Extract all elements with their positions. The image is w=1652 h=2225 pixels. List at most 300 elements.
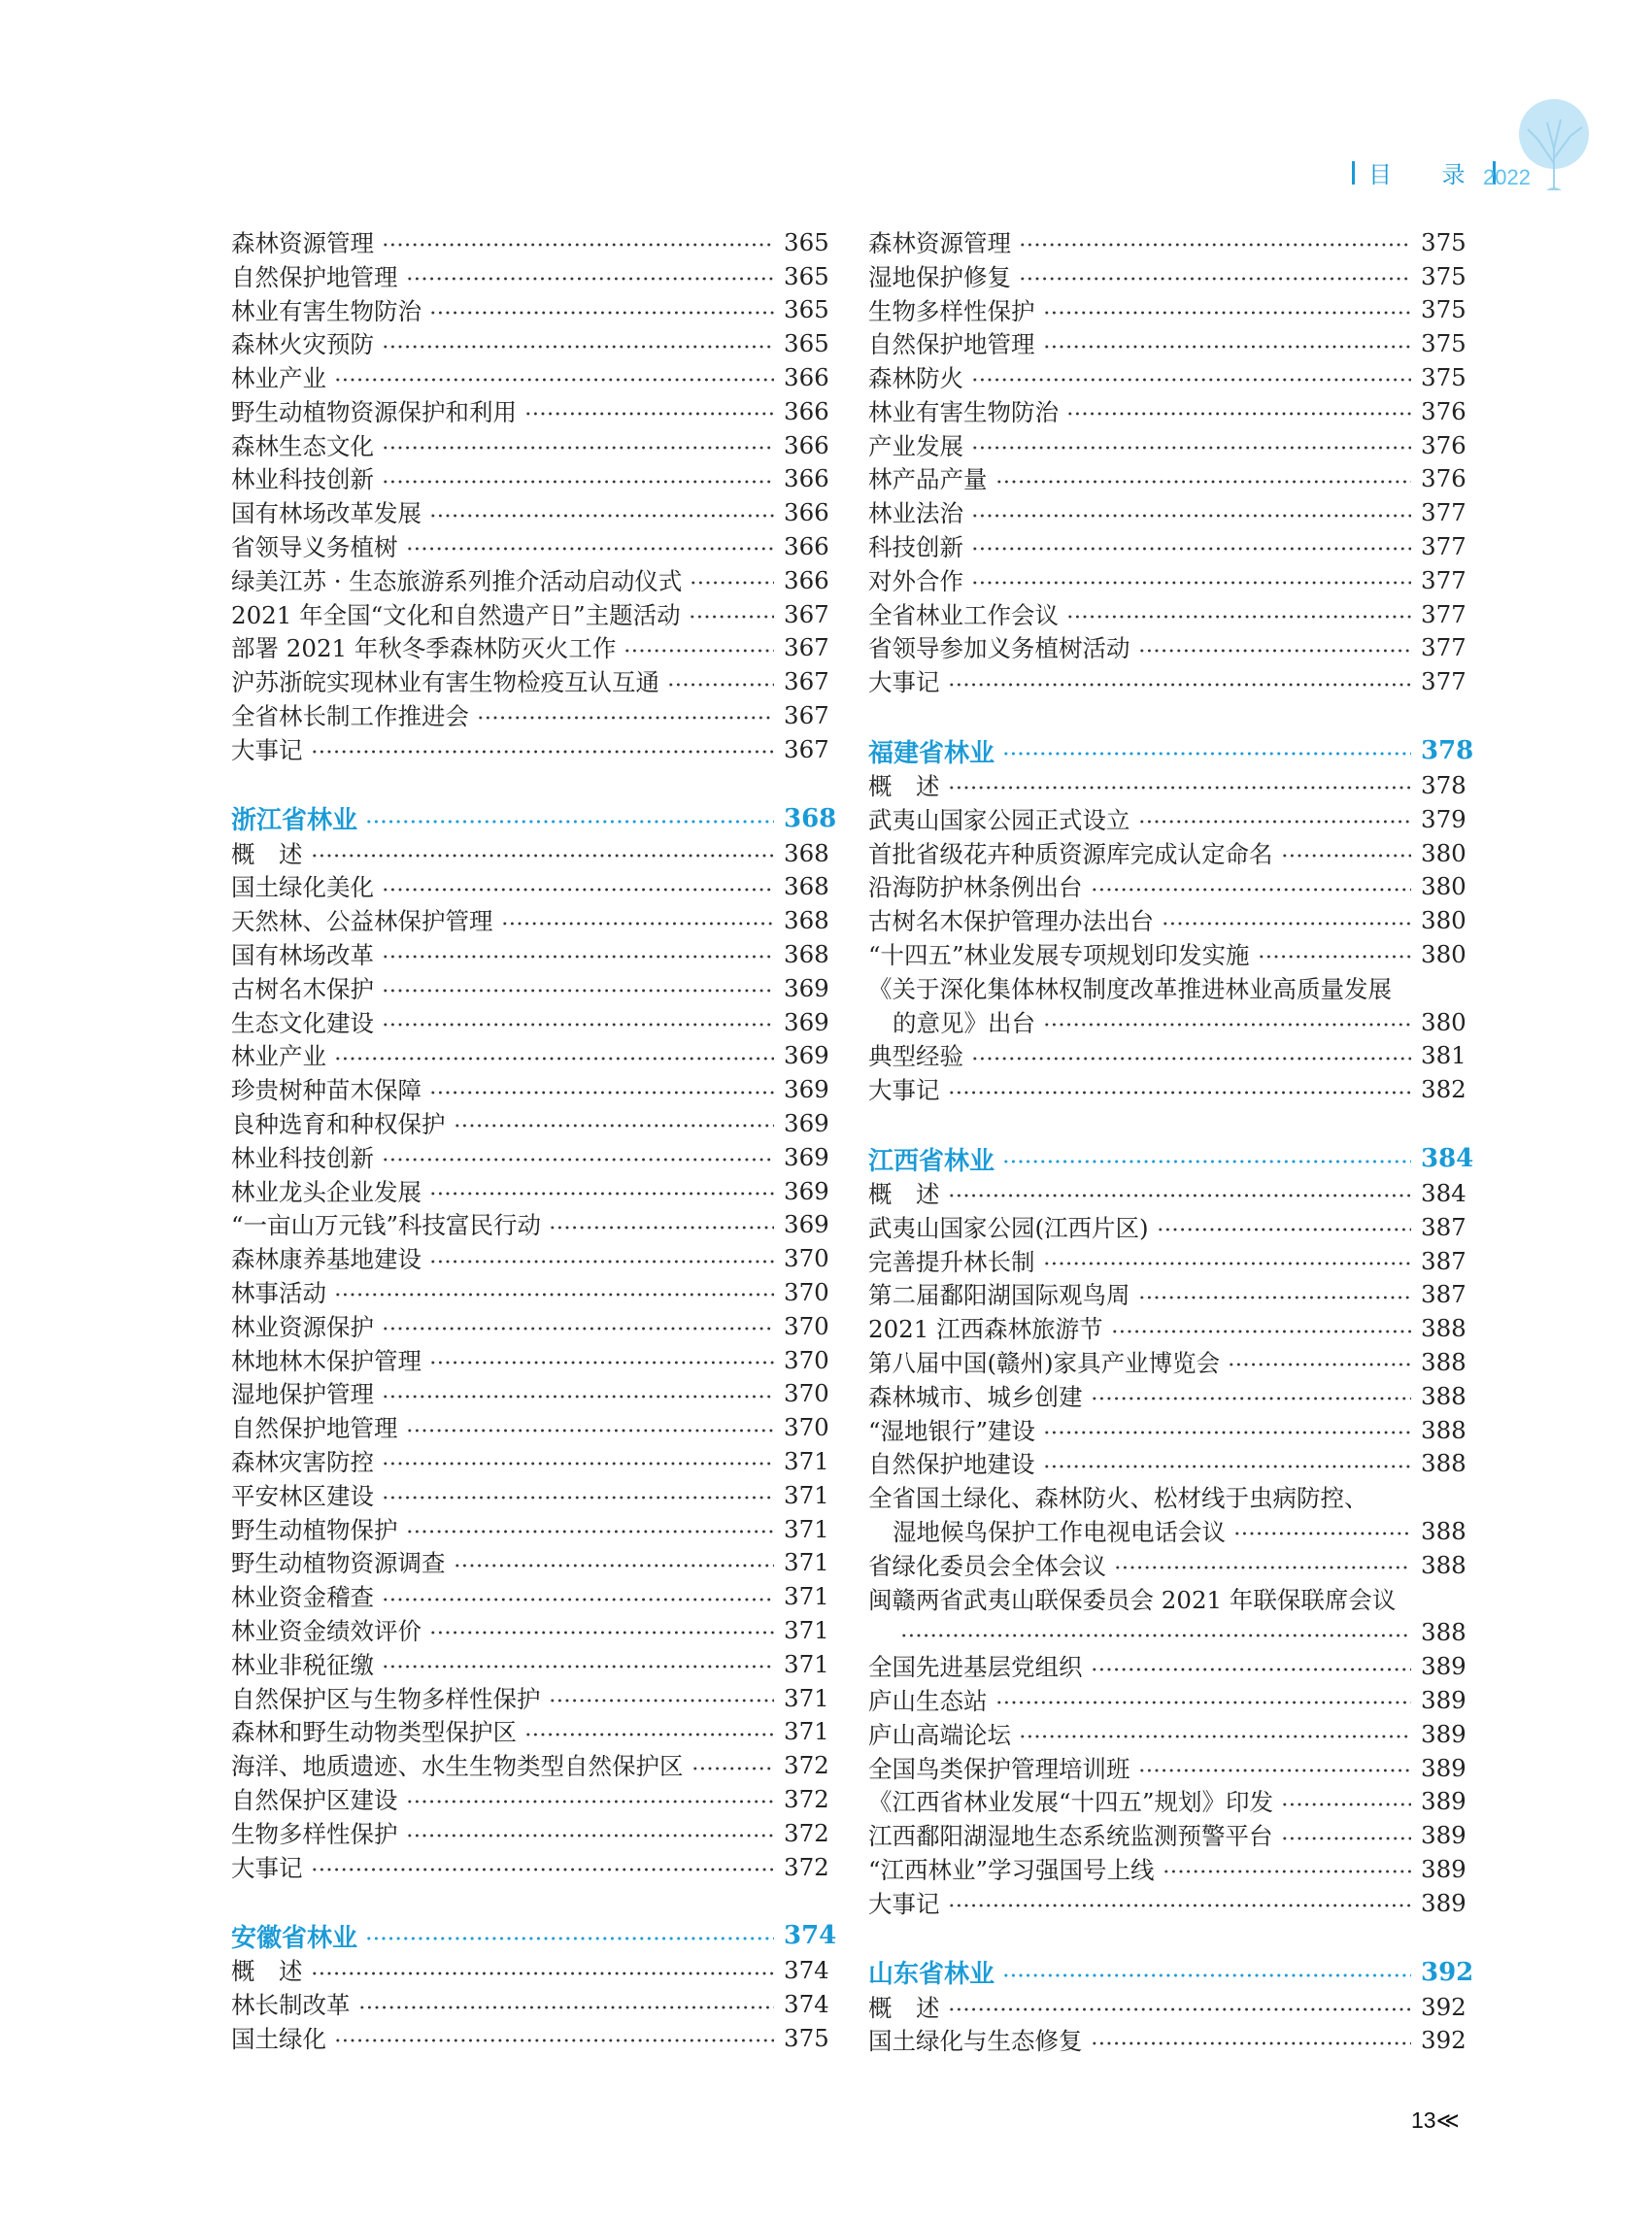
dot-leader bbox=[454, 1106, 775, 1140]
entry-title: 森林和野生动物类型保护区 bbox=[231, 1718, 517, 1747]
entry-title: 全国先进基层党组织 bbox=[868, 1653, 1083, 1682]
section-header[interactable] bbox=[868, 733, 1474, 768]
entry-title: 森林资源管理 bbox=[868, 228, 1011, 257]
divider bbox=[1352, 161, 1355, 185]
dot-leader bbox=[1258, 937, 1411, 971]
toc-entry[interactable] bbox=[868, 495, 1467, 529]
page-ref: 368 bbox=[784, 872, 829, 901]
dot-leader bbox=[382, 1579, 774, 1613]
toc-entry[interactable] bbox=[868, 1886, 1467, 1920]
toc-entry[interactable] bbox=[231, 1072, 829, 1106]
dot-leader bbox=[1019, 259, 1411, 293]
page-ref: 375 bbox=[1421, 295, 1467, 324]
toc-entry[interactable] bbox=[231, 1377, 829, 1411]
toc-entry[interactable] bbox=[868, 1345, 1467, 1379]
entry-title: 湿地保护管理 bbox=[231, 1380, 374, 1409]
entry-title: 概 述 bbox=[231, 839, 303, 868]
toc-entry[interactable] bbox=[231, 1850, 829, 1884]
page-ref: 370 bbox=[784, 1244, 829, 1273]
entry-title: “江西林业”学习强国号上线 bbox=[868, 1855, 1155, 1884]
toc-entry[interactable] bbox=[231, 870, 829, 904]
spacer bbox=[231, 766, 821, 801]
dot-leader bbox=[1281, 1818, 1412, 1852]
dot-leader bbox=[382, 1005, 774, 1039]
page-ref: 380 bbox=[1421, 838, 1467, 867]
dot-leader bbox=[524, 1714, 774, 1748]
toc-entry[interactable] bbox=[231, 326, 829, 360]
toc-entry[interactable] bbox=[231, 1987, 829, 2021]
page-ref: 388 bbox=[1421, 1381, 1467, 1410]
dot-leader bbox=[689, 597, 774, 631]
entry-title: 国土绿化 bbox=[231, 2024, 326, 2053]
entry-title: 森林防火 bbox=[868, 364, 963, 393]
page-ref: 372 bbox=[784, 1751, 829, 1780]
toc-entry[interactable] bbox=[231, 836, 829, 870]
toc-entry[interactable] bbox=[231, 428, 829, 462]
dot-leader bbox=[900, 1615, 1411, 1649]
toc-entry[interactable] bbox=[231, 903, 829, 937]
entry-title: 森林资源管理 bbox=[231, 228, 374, 257]
page-ref: 366 bbox=[784, 396, 829, 425]
entry-title: 林业龙头企业发展 bbox=[231, 1177, 421, 1206]
toc-entry[interactable] bbox=[231, 664, 829, 698]
tree-logo-icon bbox=[1500, 95, 1607, 192]
page-ref: 389 bbox=[1421, 1787, 1467, 1816]
section-header[interactable] bbox=[868, 1955, 1474, 1990]
entry-title: 林业资金绩效评价 bbox=[231, 1616, 421, 1645]
dot-leader bbox=[1163, 1852, 1411, 1886]
section-header[interactable] bbox=[231, 801, 837, 836]
page-ref: 375 bbox=[1421, 227, 1467, 256]
dot-leader bbox=[524, 394, 774, 428]
toc-entry[interactable] bbox=[868, 428, 1467, 462]
entry-title: 森林城市、城乡创建 bbox=[868, 1382, 1083, 1411]
entry-title: 大事记 bbox=[868, 1076, 940, 1105]
entry-title: 森林生态文化 bbox=[231, 431, 374, 460]
entry-title: 绿美江苏 · 生态旅游系列推介活动启动仪式 bbox=[231, 566, 683, 595]
toc-entry[interactable] bbox=[231, 1512, 829, 1546]
dot-leader bbox=[1157, 1210, 1411, 1244]
entry-title: 全省林长制工作推进会 bbox=[231, 702, 469, 731]
dot-leader bbox=[1043, 293, 1412, 327]
entry-title: 平安林区建设 bbox=[231, 1481, 374, 1510]
page-ref: 370 bbox=[784, 1379, 829, 1408]
toc-entry[interactable] bbox=[868, 529, 1467, 563]
toc-entry[interactable] bbox=[231, 631, 829, 665]
page-ref: 379 bbox=[1421, 804, 1467, 833]
toc-entry[interactable] bbox=[231, 1309, 829, 1343]
page-ref: 388 bbox=[1421, 1618, 1467, 1647]
entry-title: 第八届中国(赣州)家具产业博览会 bbox=[868, 1349, 1221, 1378]
dot-leader bbox=[1066, 394, 1411, 428]
dot-leader bbox=[1138, 802, 1412, 836]
toc-entry[interactable] bbox=[868, 1480, 1458, 1514]
dot-leader bbox=[334, 2021, 774, 2055]
page-ref: 376 bbox=[1421, 430, 1467, 459]
dot-leader bbox=[477, 698, 774, 732]
toc-entry[interactable] bbox=[868, 2023, 1467, 2057]
toc-entry[interactable] bbox=[868, 1683, 1467, 1717]
toc-entry[interactable] bbox=[868, 664, 1467, 698]
dot-leader bbox=[1281, 1784, 1411, 1818]
toc-entry[interactable] bbox=[868, 1311, 1467, 1345]
entry-title: 林业资金稽查 bbox=[231, 1583, 374, 1612]
dot-leader bbox=[971, 495, 1411, 529]
toc-entry[interactable] bbox=[231, 1343, 829, 1377]
entry-title: 沪苏浙皖实现林业有害生物检疫互认互通 bbox=[231, 668, 659, 697]
entry-title: 武夷山国家公园正式设立 bbox=[868, 805, 1130, 834]
entry-title: 林事活动 bbox=[231, 1279, 326, 1308]
spacer bbox=[868, 1920, 1458, 1955]
toc-column-right bbox=[868, 225, 1474, 2057]
entry-title: 《关于深化集体林权制度改革推进林业高质量发展 bbox=[868, 974, 1392, 1003]
toc-entry[interactable] bbox=[868, 903, 1467, 937]
toc-entry[interactable] bbox=[868, 768, 1467, 802]
entry-title: 林业科技创新 bbox=[231, 465, 374, 494]
entry-title: 大事记 bbox=[868, 1889, 940, 1918]
page-ref: 389 bbox=[1421, 1719, 1467, 1748]
entry-title: 完善提升林长制 bbox=[868, 1247, 1035, 1276]
toc-entry-continuation[interactable] bbox=[868, 1514, 1467, 1548]
toc-entry[interactable] bbox=[231, 1478, 829, 1512]
dot-leader bbox=[429, 495, 774, 529]
toc-entry[interactable] bbox=[231, 1140, 829, 1174]
page-ref: 366 bbox=[784, 363, 829, 392]
page-ref: 371 bbox=[784, 1683, 829, 1712]
page-ref: 366 bbox=[784, 565, 829, 594]
toc-entry[interactable] bbox=[868, 225, 1467, 259]
toc-entry[interactable] bbox=[868, 836, 1467, 870]
toc-entry[interactable] bbox=[231, 1816, 829, 1850]
toc-entry[interactable] bbox=[868, 1244, 1467, 1278]
toc-entry[interactable] bbox=[231, 529, 829, 563]
toc-entry[interactable] bbox=[231, 1545, 829, 1579]
page-ref: 387 bbox=[1421, 1280, 1467, 1309]
entry-title: 部署 2021 年秋冬季森林防灭火工作 bbox=[231, 634, 617, 663]
dot-leader bbox=[429, 1343, 774, 1377]
dot-leader bbox=[1162, 903, 1411, 937]
page-ref: 365 bbox=[784, 295, 829, 324]
page-ref: 368 bbox=[784, 803, 837, 833]
toc-column-left bbox=[231, 225, 837, 2055]
toc-entry[interactable] bbox=[868, 1852, 1467, 1886]
toc-entry[interactable] bbox=[868, 597, 1467, 631]
entry-title: 自然保护地管理 bbox=[231, 262, 398, 291]
toc-entry[interactable] bbox=[868, 1784, 1467, 1818]
dot-leader bbox=[382, 1140, 774, 1174]
toc-entry[interactable] bbox=[231, 698, 829, 732]
toc-entry[interactable] bbox=[868, 1413, 1467, 1447]
entry-title: 森林火灾预防 bbox=[231, 330, 374, 359]
toc-entry[interactable] bbox=[868, 1447, 1467, 1481]
dot-leader bbox=[971, 1039, 1411, 1073]
page-ref: 380 bbox=[1421, 872, 1467, 901]
page-ref: 366 bbox=[784, 464, 829, 493]
entry-title: 全国鸟类保护管理培训班 bbox=[868, 1754, 1130, 1783]
dot-leader bbox=[1002, 1955, 1411, 1990]
dot-leader bbox=[948, 664, 1412, 698]
dot-leader bbox=[429, 1613, 774, 1647]
dot-leader bbox=[382, 1309, 774, 1343]
spacer bbox=[231, 1883, 821, 1918]
entry-title: 古树名木保护 bbox=[231, 974, 374, 1003]
page-ref: 369 bbox=[784, 1142, 829, 1171]
page-ref: 370 bbox=[784, 1311, 829, 1340]
entry-title: 江西鄱阳湖湿地生态系统监测预警平台 bbox=[868, 1822, 1273, 1851]
entry-title: “十四五”林业发展专项规划印发实施 bbox=[868, 941, 1250, 970]
dot-leader bbox=[311, 1850, 775, 1884]
entry-title: 自然保护区与生物多样性保护 bbox=[231, 1684, 541, 1713]
toc-entry[interactable] bbox=[231, 1782, 829, 1816]
dot-leader bbox=[624, 631, 774, 665]
page-ref: 375 bbox=[1421, 261, 1467, 290]
entry-title: 湿地候鸟保护工作电视电话会议 bbox=[893, 1518, 1226, 1546]
entry-title: 林业资源保护 bbox=[231, 1312, 374, 1341]
toc-entry[interactable] bbox=[231, 1275, 829, 1309]
dot-leader bbox=[406, 1410, 775, 1444]
page-ref: 370 bbox=[784, 1278, 829, 1306]
toc-entry[interactable] bbox=[868, 1818, 1467, 1852]
entry-title: 概 述 bbox=[868, 772, 940, 801]
toc-entry[interactable] bbox=[868, 1379, 1467, 1413]
page-ref: 381 bbox=[1421, 1041, 1467, 1070]
toc-entry[interactable] bbox=[868, 1039, 1467, 1073]
dot-leader bbox=[667, 664, 774, 698]
toc-entry[interactable] bbox=[231, 1613, 829, 1647]
page-ref: 375 bbox=[1421, 363, 1467, 392]
toc-entry[interactable] bbox=[868, 1582, 1458, 1616]
toc-entry[interactable] bbox=[868, 326, 1467, 360]
section-header[interactable] bbox=[231, 1918, 837, 1953]
toc-entry[interactable] bbox=[868, 631, 1467, 665]
toc-entry[interactable] bbox=[868, 293, 1467, 327]
toc-entry[interactable] bbox=[231, 1748, 829, 1782]
entry-title: 林长制改革 bbox=[231, 1991, 351, 2020]
page-ref: 371 bbox=[784, 1582, 829, 1611]
entry-title: “一亩山万元钱”科技富民行动 bbox=[231, 1211, 542, 1240]
section-title: 浙江省林业 bbox=[231, 806, 358, 836]
toc-entry[interactable] bbox=[868, 971, 1458, 1005]
toc-entry[interactable] bbox=[231, 394, 829, 428]
toc-entry[interactable] bbox=[868, 1649, 1467, 1683]
page-ref: 377 bbox=[1421, 599, 1467, 628]
toc-entry[interactable] bbox=[231, 495, 829, 529]
toc-entry[interactable] bbox=[868, 1210, 1467, 1244]
toc-entry[interactable] bbox=[231, 1647, 829, 1681]
toc-entry[interactable] bbox=[868, 563, 1467, 597]
entry-title: 自然保护地建设 bbox=[868, 1450, 1035, 1479]
toc-entry[interactable] bbox=[231, 1174, 829, 1208]
toc-entry[interactable] bbox=[868, 870, 1467, 904]
toc-entry[interactable] bbox=[868, 1990, 1467, 2024]
dot-leader bbox=[406, 259, 775, 293]
page-ref: 389 bbox=[1421, 1888, 1467, 1917]
entry-title: 大事记 bbox=[231, 735, 303, 764]
dot-leader bbox=[1114, 1548, 1411, 1582]
dot-leader bbox=[1002, 733, 1411, 768]
toc-entry[interactable] bbox=[231, 225, 829, 259]
entry-title: 庐山生态站 bbox=[868, 1686, 988, 1715]
toc-entry[interactable] bbox=[868, 1717, 1467, 1751]
toc-entry[interactable] bbox=[868, 802, 1467, 836]
entry-title: 古树名木保护管理办法出台 bbox=[868, 907, 1154, 936]
toc-entry[interactable] bbox=[231, 563, 829, 597]
page-ref: 380 bbox=[1421, 906, 1467, 935]
dot-leader bbox=[1066, 597, 1411, 631]
toc-entry[interactable] bbox=[231, 1106, 829, 1140]
dot-leader bbox=[334, 1275, 774, 1309]
entry-title: 林业有害生物防治 bbox=[868, 397, 1059, 426]
toc-entry[interactable] bbox=[868, 259, 1467, 293]
page-ref: 384 bbox=[1421, 1179, 1467, 1208]
entry-title: 野生动植物资源保护和利用 bbox=[231, 397, 517, 426]
section-title: 江西省林业 bbox=[868, 1146, 995, 1176]
entry-title: 自然保护区建设 bbox=[231, 1785, 398, 1814]
entry-title: 大事记 bbox=[231, 1853, 303, 1882]
page-ref: 377 bbox=[1421, 532, 1467, 561]
toc-entry[interactable] bbox=[231, 1005, 829, 1039]
page-ref: 366 bbox=[784, 532, 829, 561]
toc-entry[interactable] bbox=[231, 462, 829, 496]
toc-entry[interactable] bbox=[231, 1410, 829, 1444]
entry-title: 武夷山国家公园(江西片区) bbox=[868, 1213, 1149, 1242]
page-ref: 388 bbox=[1421, 1516, 1467, 1545]
dot-leader bbox=[1043, 1005, 1411, 1039]
dot-leader bbox=[1138, 1751, 1412, 1785]
page-ref: 392 bbox=[1421, 1992, 1467, 2021]
dot-leader bbox=[406, 1816, 775, 1850]
entry-title: 2021 江西森林旅游节 bbox=[868, 1315, 1103, 1344]
dot-leader bbox=[971, 428, 1411, 462]
page-ref: 375 bbox=[1421, 329, 1467, 358]
toc-entry[interactable] bbox=[231, 1714, 829, 1748]
entry-title: 首批省级花卉种质资源库完成认定命名 bbox=[868, 839, 1273, 868]
section-title: 目 录 bbox=[1368, 161, 1487, 188]
dot-leader bbox=[1019, 1717, 1411, 1751]
toc-entry[interactable] bbox=[231, 1953, 829, 1987]
dot-leader bbox=[948, 1176, 1412, 1210]
entry-title: 生物多样性保护 bbox=[868, 296, 1035, 325]
dot-leader bbox=[971, 529, 1411, 563]
page-ref: 371 bbox=[784, 1717, 829, 1746]
page-ref: 372 bbox=[784, 1784, 829, 1813]
page-ref: 389 bbox=[1421, 1652, 1467, 1681]
toc-entry[interactable] bbox=[231, 1579, 829, 1613]
dot-leader bbox=[406, 529, 775, 563]
entry-title: 天然林、公益林保护管理 bbox=[231, 907, 493, 936]
dot-leader bbox=[1002, 1141, 1411, 1176]
entry-title: 国有林场改革发展 bbox=[231, 499, 421, 528]
section-header[interactable] bbox=[868, 1141, 1474, 1176]
toc-entry[interactable] bbox=[868, 937, 1467, 971]
page-ref: 377 bbox=[1421, 565, 1467, 594]
dot-leader bbox=[948, 1990, 1412, 2024]
dot-leader bbox=[1091, 1649, 1412, 1683]
page-ref: 378 bbox=[1421, 771, 1467, 800]
entry-title: 典型经验 bbox=[868, 1042, 963, 1071]
toc-entry[interactable] bbox=[231, 360, 829, 394]
page-ref: 371 bbox=[784, 1514, 829, 1543]
toc-entry[interactable] bbox=[868, 360, 1467, 394]
page-ref: 371 bbox=[784, 1480, 829, 1509]
page-ref: 371 bbox=[784, 1548, 829, 1577]
page-ref: 368 bbox=[784, 940, 829, 969]
toc-entry[interactable] bbox=[868, 1751, 1467, 1785]
toc-entry[interactable] bbox=[868, 1072, 1467, 1106]
page-ref: 389 bbox=[1421, 1753, 1467, 1782]
toc-entry[interactable] bbox=[868, 394, 1467, 428]
page-ref: 365 bbox=[784, 261, 829, 290]
dot-leader bbox=[1091, 1379, 1412, 1413]
toc-entry[interactable] bbox=[231, 1241, 829, 1275]
toc-entry[interactable] bbox=[868, 1548, 1467, 1582]
page-ref: 369 bbox=[784, 1210, 829, 1239]
toc-entry-continuation[interactable] bbox=[868, 1615, 1467, 1649]
dot-leader bbox=[1138, 631, 1412, 665]
toc-entry[interactable] bbox=[231, 732, 829, 766]
page-ref: 368 bbox=[784, 838, 829, 867]
entry-title: 沿海防护林条例出台 bbox=[868, 873, 1083, 902]
dot-leader bbox=[948, 768, 1412, 802]
section-title: 山东省林业 bbox=[868, 1960, 995, 1990]
page-ref: 377 bbox=[1421, 633, 1467, 662]
page-ref: 369 bbox=[784, 973, 829, 1002]
toc-entry-continuation[interactable] bbox=[868, 1005, 1467, 1039]
page-ref: 371 bbox=[784, 1649, 829, 1678]
page-ref: 371 bbox=[784, 1615, 829, 1644]
toc-entry[interactable] bbox=[231, 1039, 829, 1073]
toc-entry[interactable] bbox=[231, 937, 829, 971]
dot-leader bbox=[1111, 1311, 1411, 1345]
dot-leader bbox=[1043, 1244, 1412, 1278]
toc-entry[interactable] bbox=[231, 259, 829, 293]
dot-leader bbox=[549, 1208, 774, 1242]
toc-entry[interactable] bbox=[231, 2021, 829, 2055]
entry-title: 林产品产量 bbox=[868, 465, 988, 494]
dot-leader bbox=[382, 428, 774, 462]
toc-entry[interactable] bbox=[231, 1681, 829, 1715]
entry-title: 2021 年全国“文化和自然遗产日”主题活动 bbox=[231, 600, 681, 629]
entry-title: “湿地银行”建设 bbox=[868, 1416, 1036, 1445]
entry-title: 海洋、地质遗迹、水生生物类型自然保护区 bbox=[231, 1752, 684, 1781]
page-ref: 388 bbox=[1421, 1348, 1467, 1376]
dot-leader bbox=[549, 1681, 775, 1715]
entry-title: 对外合作 bbox=[868, 566, 963, 595]
page-ref: 388 bbox=[1421, 1314, 1467, 1343]
toc-entry[interactable] bbox=[231, 1444, 829, 1478]
page-ref: 384 bbox=[1421, 1144, 1474, 1174]
entry-title: 森林康养基地建设 bbox=[231, 1245, 421, 1274]
page-ref: 374 bbox=[784, 1990, 829, 2019]
dot-leader bbox=[1043, 1413, 1411, 1447]
toc-entry[interactable] bbox=[868, 1278, 1467, 1312]
entry-title: 珍贵树种苗木保障 bbox=[231, 1076, 421, 1105]
entry-title: 省领导参加义务植树活动 bbox=[868, 634, 1130, 663]
toc-entry[interactable] bbox=[231, 971, 829, 1005]
toc-entry[interactable] bbox=[868, 462, 1467, 496]
entry-title: 自然保护地管理 bbox=[868, 330, 1035, 359]
toc-entry[interactable] bbox=[231, 597, 829, 631]
entry-title: 全省林业工作会议 bbox=[868, 600, 1059, 629]
entry-title: 国土绿化与生态修复 bbox=[868, 2027, 1083, 2056]
page-ref: 367 bbox=[784, 701, 829, 730]
page-ref: 387 bbox=[1421, 1246, 1467, 1275]
dot-leader bbox=[382, 1647, 774, 1681]
toc-entry[interactable] bbox=[231, 293, 829, 327]
toc-entry[interactable] bbox=[868, 1176, 1467, 1210]
dot-leader bbox=[365, 801, 774, 836]
toc-entry[interactable] bbox=[231, 1208, 829, 1242]
